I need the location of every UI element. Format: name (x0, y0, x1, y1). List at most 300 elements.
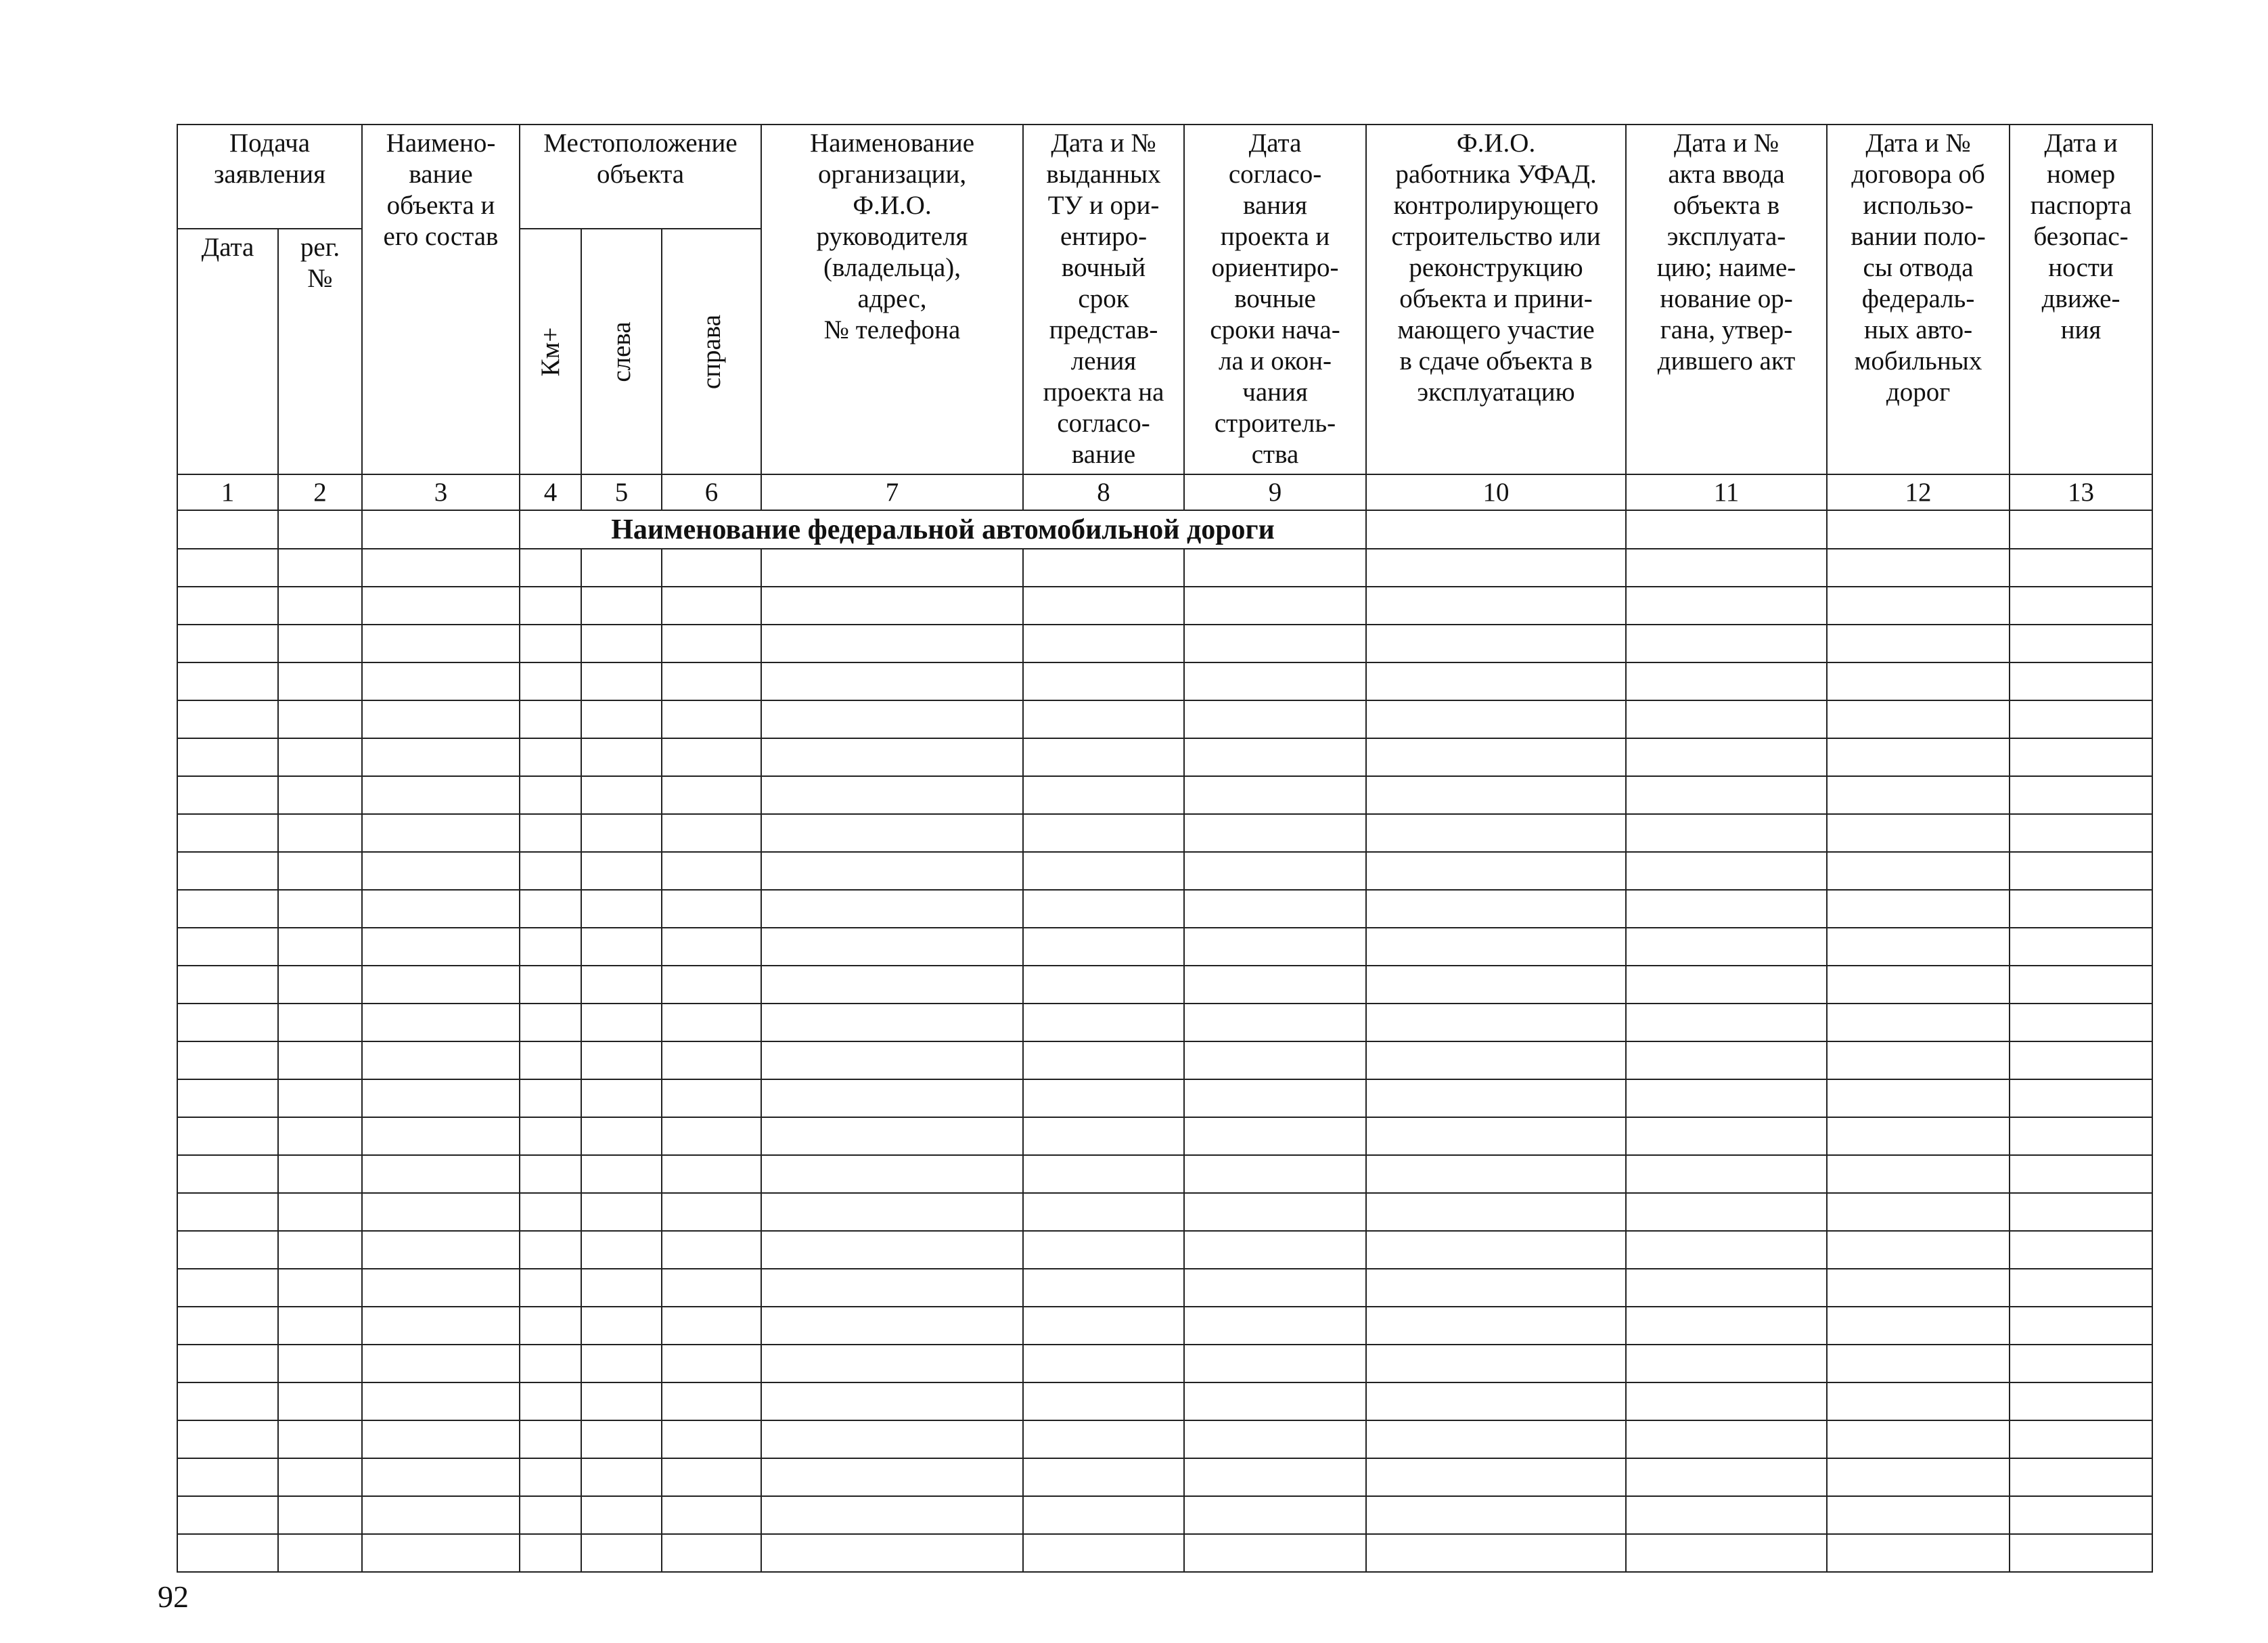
header-left: слева (606, 321, 636, 382)
table-cell (761, 1269, 1023, 1307)
table-cell (1184, 1382, 1366, 1420)
table-cell (520, 966, 581, 1004)
table-cell (1023, 1496, 1184, 1534)
table-cell (1626, 1458, 1827, 1496)
table-cell (662, 1345, 761, 1382)
table-row (177, 928, 2152, 966)
table-cell (1366, 587, 1626, 625)
table-cell (761, 890, 1023, 928)
table-cell (581, 1307, 662, 1345)
table-cell (520, 1496, 581, 1534)
column-number: 4 (520, 474, 581, 510)
table-cell (278, 662, 362, 700)
table-row (177, 1117, 2152, 1155)
table-cell (581, 1458, 662, 1496)
table-cell (278, 814, 362, 852)
table-cell (362, 1155, 520, 1193)
table-cell (1827, 1382, 2010, 1420)
table-cell (2010, 625, 2152, 662)
table-cell (278, 738, 362, 776)
table-cell (177, 814, 278, 852)
table-cell (278, 1269, 362, 1307)
header-land-contract: Дата и № договора об использо- вании поло- сы отвода федераль- ных авто- мобильных дорог (1827, 125, 2010, 474)
table-cell (1184, 700, 1366, 738)
table-cell (1366, 738, 1626, 776)
table-cell (177, 1117, 278, 1155)
table-cell (761, 966, 1023, 1004)
table-cell (1023, 1004, 1184, 1041)
table-cell (662, 1155, 761, 1193)
table-cell (761, 928, 1023, 966)
table-cell (520, 852, 581, 890)
table-cell (362, 625, 520, 662)
table-cell (761, 587, 1023, 625)
table-cell (1626, 1382, 1827, 1420)
table-cell (2010, 1269, 2152, 1307)
table-cell (581, 1534, 662, 1572)
table-cell (177, 1041, 278, 1079)
table-cell (278, 852, 362, 890)
table-cell (362, 1269, 520, 1307)
table-cell (362, 1004, 520, 1041)
table-cell (278, 549, 362, 587)
table-cell (662, 1004, 761, 1041)
table-cell (362, 814, 520, 852)
table-cell (520, 1382, 581, 1420)
table-cell (581, 738, 662, 776)
table-cell (362, 1231, 520, 1269)
road-title: Наименование федеральной автомобильной дороги (520, 510, 1366, 549)
table-row (177, 1041, 2152, 1079)
table-cell (1023, 625, 1184, 662)
table-cell (581, 625, 662, 662)
table-cell (520, 1534, 581, 1572)
table-cell (362, 928, 520, 966)
table-cell (177, 625, 278, 662)
table-cell (662, 549, 761, 587)
table-cell (1184, 1079, 1366, 1117)
table-cell (581, 1231, 662, 1269)
table-cell (1827, 549, 2010, 587)
table-cell (362, 1382, 520, 1420)
table-cell (1366, 1345, 1626, 1382)
table-cell (1023, 662, 1184, 700)
table-cell (177, 1269, 278, 1307)
table-cell (1366, 1231, 1626, 1269)
table-cell (1366, 510, 1626, 549)
table-cell (1023, 1079, 1184, 1117)
table-cell (520, 1004, 581, 1041)
column-number: 8 (1023, 474, 1184, 510)
table-cell (520, 814, 581, 852)
table-cell (2010, 1231, 2152, 1269)
table-cell (1626, 1269, 1827, 1307)
table-cell (1366, 1155, 1626, 1193)
table-cell (1184, 1534, 1366, 1572)
table-cell (520, 738, 581, 776)
table-cell (662, 852, 761, 890)
table-cell (1184, 1155, 1366, 1193)
table-row (177, 1382, 2152, 1420)
table-cell (278, 1231, 362, 1269)
table-cell (1626, 1496, 1827, 1534)
table-cell (362, 1345, 520, 1382)
table-cell (278, 1382, 362, 1420)
table-cell (581, 776, 662, 814)
table-cell (2010, 1534, 2152, 1572)
table-cell (581, 1004, 662, 1041)
table-cell (581, 814, 662, 852)
table-cell (362, 510, 520, 549)
page-number: 92 (158, 1579, 189, 1614)
table-cell (1023, 1193, 1184, 1231)
header-reg-no: рег. № (278, 229, 362, 474)
table-cell (177, 852, 278, 890)
table-cell (177, 1534, 278, 1572)
table-cell (1827, 587, 2010, 625)
table-cell (520, 1269, 581, 1307)
table-row (177, 852, 2152, 890)
table-cell (662, 1307, 761, 1345)
table-cell (581, 1155, 662, 1193)
table-cell (1184, 776, 1366, 814)
table-cell (278, 587, 362, 625)
table-cell (1626, 700, 1827, 738)
table-cell (362, 700, 520, 738)
table-cell (1184, 1345, 1366, 1382)
table-cell (662, 1420, 761, 1458)
table-cell (177, 1307, 278, 1345)
table-cell (362, 1193, 520, 1231)
table-cell (1827, 1193, 2010, 1231)
table-row (177, 890, 2152, 928)
table-cell (1184, 1231, 1366, 1269)
table-cell (278, 1496, 362, 1534)
table-cell (581, 1079, 662, 1117)
table-cell (761, 814, 1023, 852)
table-cell (1827, 1307, 2010, 1345)
table-cell (177, 549, 278, 587)
table-cell (2010, 852, 2152, 890)
table-cell (1827, 1420, 2010, 1458)
table-cell (362, 1307, 520, 1345)
table-cell (278, 890, 362, 928)
table-cell (1626, 662, 1827, 700)
table-cell (2010, 1079, 2152, 1117)
table-cell (1366, 1004, 1626, 1041)
table-cell (761, 1155, 1023, 1193)
table-cell (1827, 625, 2010, 662)
table-cell (177, 662, 278, 700)
table-cell (177, 966, 278, 1004)
table-cell (662, 1193, 761, 1231)
table-cell (520, 549, 581, 587)
table-cell (1366, 1079, 1626, 1117)
table-cell (2010, 1155, 2152, 1193)
column-number: 13 (2010, 474, 2152, 510)
table-cell (278, 510, 362, 549)
table-cell (1827, 662, 2010, 700)
table-cell (662, 625, 761, 662)
table-row (177, 1420, 2152, 1458)
table-cell (1366, 1117, 1626, 1155)
table-cell (662, 814, 761, 852)
table-cell (177, 1193, 278, 1231)
table-cell (1626, 890, 1827, 928)
table-cell (2010, 1345, 2152, 1382)
table-cell (761, 1041, 1023, 1079)
table-row (177, 1458, 2152, 1496)
table-cell (1366, 814, 1626, 852)
table-cell (1366, 662, 1626, 700)
table-cell (1366, 1534, 1626, 1572)
table-cell (761, 1193, 1023, 1231)
table-cell (662, 928, 761, 966)
table-cell (2010, 1193, 2152, 1231)
table-cell (1023, 776, 1184, 814)
table-cell (1626, 1041, 1827, 1079)
table-cell (1023, 738, 1184, 776)
table-cell (1023, 1231, 1184, 1269)
table-cell (278, 1004, 362, 1041)
table-cell (520, 1307, 581, 1345)
header-safety-passport: Дата и номер паспорта безопас- ности движе- ния (2010, 125, 2152, 474)
table-cell (761, 1382, 1023, 1420)
table-cell (581, 890, 662, 928)
table-cell (1827, 852, 2010, 890)
table-cell (1184, 1193, 1366, 1231)
table-cell (581, 549, 662, 587)
table-cell (662, 1458, 761, 1496)
table-cell (1626, 1534, 1827, 1572)
table-cell (2010, 814, 2152, 852)
table-cell (1626, 1004, 1827, 1041)
table-cell (177, 776, 278, 814)
column-number: 9 (1184, 474, 1366, 510)
table-cell (1023, 1155, 1184, 1193)
table-cell (1827, 1041, 2010, 1079)
table-cell (662, 1231, 761, 1269)
table-cell (1023, 1307, 1184, 1345)
table-cell (761, 1004, 1023, 1041)
table-row (177, 1496, 2152, 1534)
table-cell (177, 1231, 278, 1269)
header-controller: Ф.И.О. работника УФАД. контролирующего строительство или реконструкцию объекта и прини- мающего участие в сдаче объекта в эксплуатацию (1366, 125, 1626, 474)
table-cell (520, 890, 581, 928)
table-cell (1626, 1117, 1827, 1155)
table-cell (1366, 966, 1626, 1004)
table-cell (581, 1496, 662, 1534)
table-cell (1184, 1458, 1366, 1496)
table-row (177, 587, 2152, 625)
table-cell (1626, 510, 1827, 549)
table-cell (1366, 700, 1626, 738)
table-cell (177, 1079, 278, 1117)
header-km-cell (520, 229, 581, 474)
table-cell (581, 852, 662, 890)
table-cell (520, 1345, 581, 1382)
table-cell (1366, 1269, 1626, 1307)
table-cell (1023, 814, 1184, 852)
table-cell (1827, 1117, 2010, 1155)
table-cell (520, 1193, 581, 1231)
table-cell (581, 1382, 662, 1420)
table-cell (1366, 1496, 1626, 1534)
table-cell (278, 1345, 362, 1382)
header-right-cell (662, 229, 761, 474)
table-cell (662, 1269, 761, 1307)
table-cell (581, 662, 662, 700)
column-number: 6 (662, 474, 761, 510)
table-cell (2010, 890, 2152, 928)
table-cell (520, 700, 581, 738)
table-cell (581, 1420, 662, 1458)
table-cell (177, 1496, 278, 1534)
table-cell (1827, 776, 2010, 814)
table-cell (1626, 625, 1827, 662)
table-row (177, 700, 2152, 738)
table-cell (362, 662, 520, 700)
header-commission-act: Дата и № акта ввода объекта в эксплуата- цию; наиме- нование ор- гана, утвер- дившего акт (1626, 125, 1827, 474)
table-cell (2010, 1004, 2152, 1041)
table-row (177, 966, 2152, 1004)
table-cell (278, 1079, 362, 1117)
column-number-row (177, 474, 2152, 510)
table-cell (1626, 549, 1827, 587)
table-cell (581, 1041, 662, 1079)
table-cell (1184, 890, 1366, 928)
table-cell (177, 1458, 278, 1496)
table-cell (1366, 549, 1626, 587)
table-cell (1366, 776, 1626, 814)
table-cell (1626, 587, 1827, 625)
table-cell (520, 625, 581, 662)
table-cell (662, 1496, 761, 1534)
table-cell (761, 1307, 1023, 1345)
table-cell (662, 1041, 761, 1079)
table-cell (1626, 738, 1827, 776)
table-cell (662, 738, 761, 776)
register-table (177, 124, 2153, 1573)
table-cell (1827, 738, 2010, 776)
table-cell (1366, 890, 1626, 928)
header-tu-date: Дата и № выданных ТУ и ори- ентиро- вочный срок представ- ления проекта на согласо- вание (1023, 125, 1184, 474)
table-cell (1184, 852, 1366, 890)
table-cell (278, 1420, 362, 1458)
table-cell (1827, 510, 2010, 549)
table-cell (761, 625, 1023, 662)
table-cell (1184, 625, 1366, 662)
table-cell (581, 966, 662, 1004)
column-number: 2 (278, 474, 362, 510)
table-cell (1626, 852, 1827, 890)
table-cell (761, 1458, 1023, 1496)
table-row (177, 738, 2152, 776)
table-cell (761, 549, 1023, 587)
table-cell (662, 890, 761, 928)
table-cell (177, 587, 278, 625)
table-cell (2010, 776, 2152, 814)
table-cell (581, 700, 662, 738)
table-cell (278, 625, 362, 662)
table-cell (1184, 662, 1366, 700)
table-row (177, 625, 2152, 662)
table-cell (1626, 1307, 1827, 1345)
table-cell (1626, 814, 1827, 852)
table-cell (1827, 1004, 2010, 1041)
header-left-cell (581, 229, 662, 474)
table-cell (1023, 1420, 1184, 1458)
column-number: 5 (581, 474, 662, 510)
header-submission: Подача заявления (177, 125, 362, 229)
table-cell (362, 738, 520, 776)
table-cell (520, 587, 581, 625)
table-cell (662, 1117, 761, 1155)
table-cell (581, 1193, 662, 1231)
table-row (177, 1193, 2152, 1231)
table-cell (1184, 587, 1366, 625)
table-cell (177, 1382, 278, 1420)
header-object-name: Наимено- вание объекта и его состав (362, 125, 520, 474)
table-cell (1626, 1345, 1827, 1382)
table-cell (761, 700, 1023, 738)
header-organization: Наименование организации, Ф.И.О. руководителя (владельца), адрес, № телефона (761, 125, 1023, 474)
table-cell (1184, 966, 1366, 1004)
table-cell (520, 928, 581, 966)
table-cell (1023, 1382, 1184, 1420)
table-cell (1023, 852, 1184, 890)
table-cell (662, 700, 761, 738)
table-cell (1366, 1193, 1626, 1231)
table-cell (761, 1345, 1023, 1382)
table-cell (1184, 738, 1366, 776)
table-cell (1184, 1420, 1366, 1458)
table-cell (761, 1231, 1023, 1269)
table-cell (581, 928, 662, 966)
table-cell (2010, 700, 2152, 738)
table-cell (1827, 1534, 2010, 1572)
table-cell (761, 776, 1023, 814)
table-row (177, 549, 2152, 587)
table-cell (362, 1117, 520, 1155)
table-cell (278, 928, 362, 966)
table-cell (2010, 1041, 2152, 1079)
table-cell (1827, 1496, 2010, 1534)
column-number: 7 (761, 474, 1023, 510)
table-cell (2010, 662, 2152, 700)
table-cell (1827, 1269, 2010, 1307)
table-cell (1626, 1079, 1827, 1117)
table-cell (581, 587, 662, 625)
table-cell (362, 1534, 520, 1572)
table-cell (1184, 928, 1366, 966)
table-cell (1023, 587, 1184, 625)
table-cell (1626, 928, 1827, 966)
column-number: 1 (177, 474, 278, 510)
table-cell (177, 1004, 278, 1041)
table-cell (1366, 1420, 1626, 1458)
table-cell (1827, 1231, 2010, 1269)
table-cell (2010, 1458, 2152, 1496)
column-number: 11 (1626, 474, 1827, 510)
column-number: 3 (362, 474, 520, 510)
table-cell (1184, 549, 1366, 587)
table-cell (2010, 1117, 2152, 1155)
table-cell (1827, 966, 2010, 1004)
table-cell (1626, 776, 1827, 814)
table-cell (177, 738, 278, 776)
table-cell (1184, 1117, 1366, 1155)
